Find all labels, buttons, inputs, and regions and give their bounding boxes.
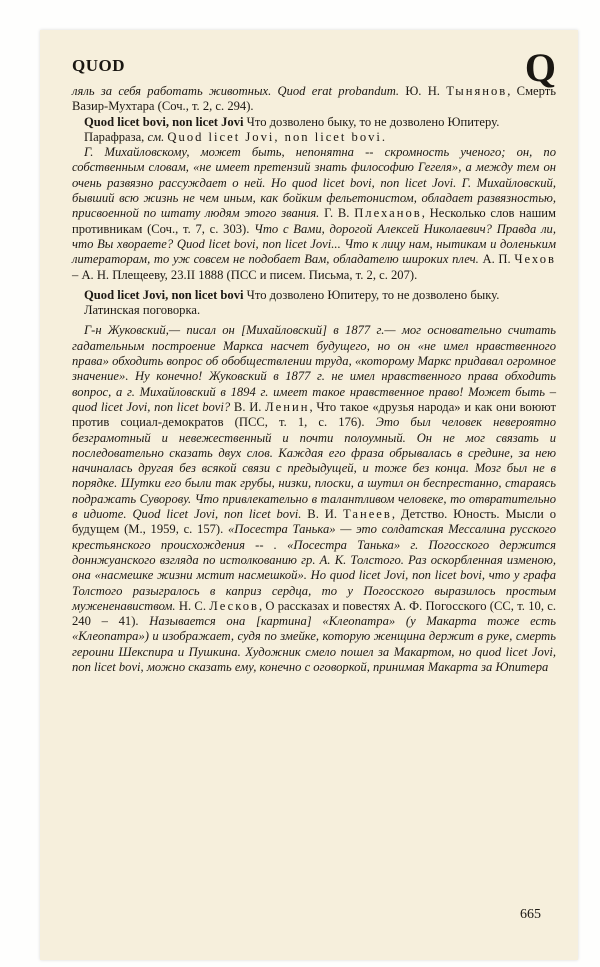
paragraph bbox=[72, 323, 556, 675]
author-name: Танеев bbox=[342, 507, 392, 522]
quotation-text: Это был человек невероятно безграмотный и невежественный и почти полоумный. Он не мог связать и последовательно сказать двух слов. Каждая его фраза обрывалась в средине, за нею начиналась другая без всякой связи с предыдущей, и тоже без конца. Мозг был не в порядке. Шутки его были так грубы, низки, плоски, а шутил он беспрестанно, стараясь подражать Суворову. Что привлекательно в талантливом человеке, то отвратительно в идиоте. Quod licet Jovi, non licet bovi. bbox=[72, 415, 556, 522]
text-run: Г. В. bbox=[319, 206, 355, 221]
quotation-text: Г. Михайловскому, может быть, непонятна -- скромность ученого; он, по собственным словам, «не имеет претензий знать философию Гегеля», а между тем он очень развязно рассуждает о ней. Но quod licet bovi, non licet Jovi. Г. Михайловский, бывший всю жизнь не чем иным, как бойким фельетонистом, обладает развязностью, присвоенной по штату людям этого звания. bbox=[72, 145, 556, 221]
body-text bbox=[72, 84, 556, 675]
author-name: Плеханов bbox=[354, 206, 422, 221]
text-run: Латинская поговорка. bbox=[84, 303, 201, 318]
text-run: В. И. bbox=[230, 399, 266, 414]
paragraph bbox=[72, 303, 556, 318]
quotation-text: «Посестра Танька» — это солдатская Мессалина русского крестьянского происхождения -- . «Посестра Танька» г. Погосского держится доннжуанского взгляда по истолкованию гр. А. К. Толстого. Раз оскорбленная изменою, она «насмешке жизни мстит насмешкой». Но quod licet Jovi, non licet bovi, что у графа Толстого разыгралось в каприз сердца, то у Погосского выразилось простым мужененавиством. bbox=[72, 522, 556, 613]
text-run: А. П. bbox=[478, 252, 515, 267]
text-run: Н. С. bbox=[175, 598, 210, 613]
text-run: Парафраза, bbox=[84, 129, 148, 144]
paragraph bbox=[72, 288, 556, 303]
paragraph bbox=[72, 84, 556, 115]
text-run: Что дозволено Юпитеру, то не дозволено быку. bbox=[243, 287, 500, 302]
text-run: , Смерть Вазир-Мухтара (Соч., т. 2, с. 294). bbox=[72, 84, 557, 114]
quotation-text: Называется она [картина] «Клеопатра» (у Макарта тоже есть «Клеопатра») и изображает, судя по змейке, которую женщина держит в руке, смерть героини Шекспира и Пушкина. Художник смело пошел за Макартом, но quod licet Jovi, non licet bovi, можно сказать ему, конечно с оговоркой, принимая Макарта за Юпитера bbox=[72, 614, 556, 674]
author-name: Чехов bbox=[514, 252, 556, 267]
paragraph bbox=[72, 115, 556, 130]
text-run: Что дозволено быку, то не дозволено Юпитеру. bbox=[243, 114, 500, 129]
page-number: 665 bbox=[520, 907, 541, 922]
text-run: , Несколько слов нашим противникам (Соч., т. 7, с. 303). bbox=[72, 206, 556, 236]
author-name: Quod licet Jovi, non licet bovi. bbox=[167, 129, 388, 144]
text-run: , Что такое «друзья народа» и как они воюют против социал-демократов (ПСС, т. 1, с. 176). bbox=[72, 399, 556, 430]
quotation-text: Что с Вами, дорогой Алексей Николаевич? Правда ли, что Вы хвораете? Quod licet bovi, non licet Jovi... Что к лицу нам, нытикам и доленьким литераторам, то уж совсем не подобает Вам, обладателю широких плеч. bbox=[72, 221, 556, 267]
quotation-text: см. bbox=[147, 129, 165, 144]
header-word: QUOD bbox=[72, 56, 125, 75]
author-name: Лесков bbox=[209, 598, 259, 613]
header-letter: Q bbox=[524, 45, 556, 90]
author-name: Тынянов bbox=[446, 84, 508, 98]
quotation-text: Г-н Жуковский,— писал он [Михайловский] в 1877 г.— мог основательно считать гадательным построение Маркса насчет будущего, но он «не имел нравственного права» обходить вопрос об обобществлении труда, «которому Маркс придавал огромное значение». Ну конечно! Жуковский в 1877 г. не имел нравственного права обходить вопрос, а г. Михайловский в 1894 г. имеет такое нравственное право! Может быть – quod licet Jovi, non licet bovi? bbox=[72, 323, 556, 414]
author-name: Ленин bbox=[265, 399, 310, 414]
text-run: , О рассказах и повестях А. Ф. Погосского (СС, т. 10, с. 240 – 41). bbox=[72, 598, 556, 629]
entry-heading: Quod licet Jovi, non licet bovi bbox=[84, 287, 244, 302]
text-run: Ю. Н. bbox=[399, 84, 447, 98]
text-run: В. И. bbox=[301, 507, 343, 522]
text-run: – А. Н. Плещееву, 23.II 1888 (ПСС и писем. Письма, т. 2, с. 207). bbox=[72, 267, 418, 282]
quotation-text: ляль за себя работать животных. Quod erat probandum. bbox=[72, 84, 400, 98]
text-run: , Детство. Юность. Мысли о будущем (М., 1959, с. 157). bbox=[72, 507, 556, 537]
entry-heading: Quod licet bovi, non licet Jovi bbox=[84, 114, 244, 129]
paragraph bbox=[72, 130, 556, 145]
paragraph bbox=[72, 145, 556, 283]
